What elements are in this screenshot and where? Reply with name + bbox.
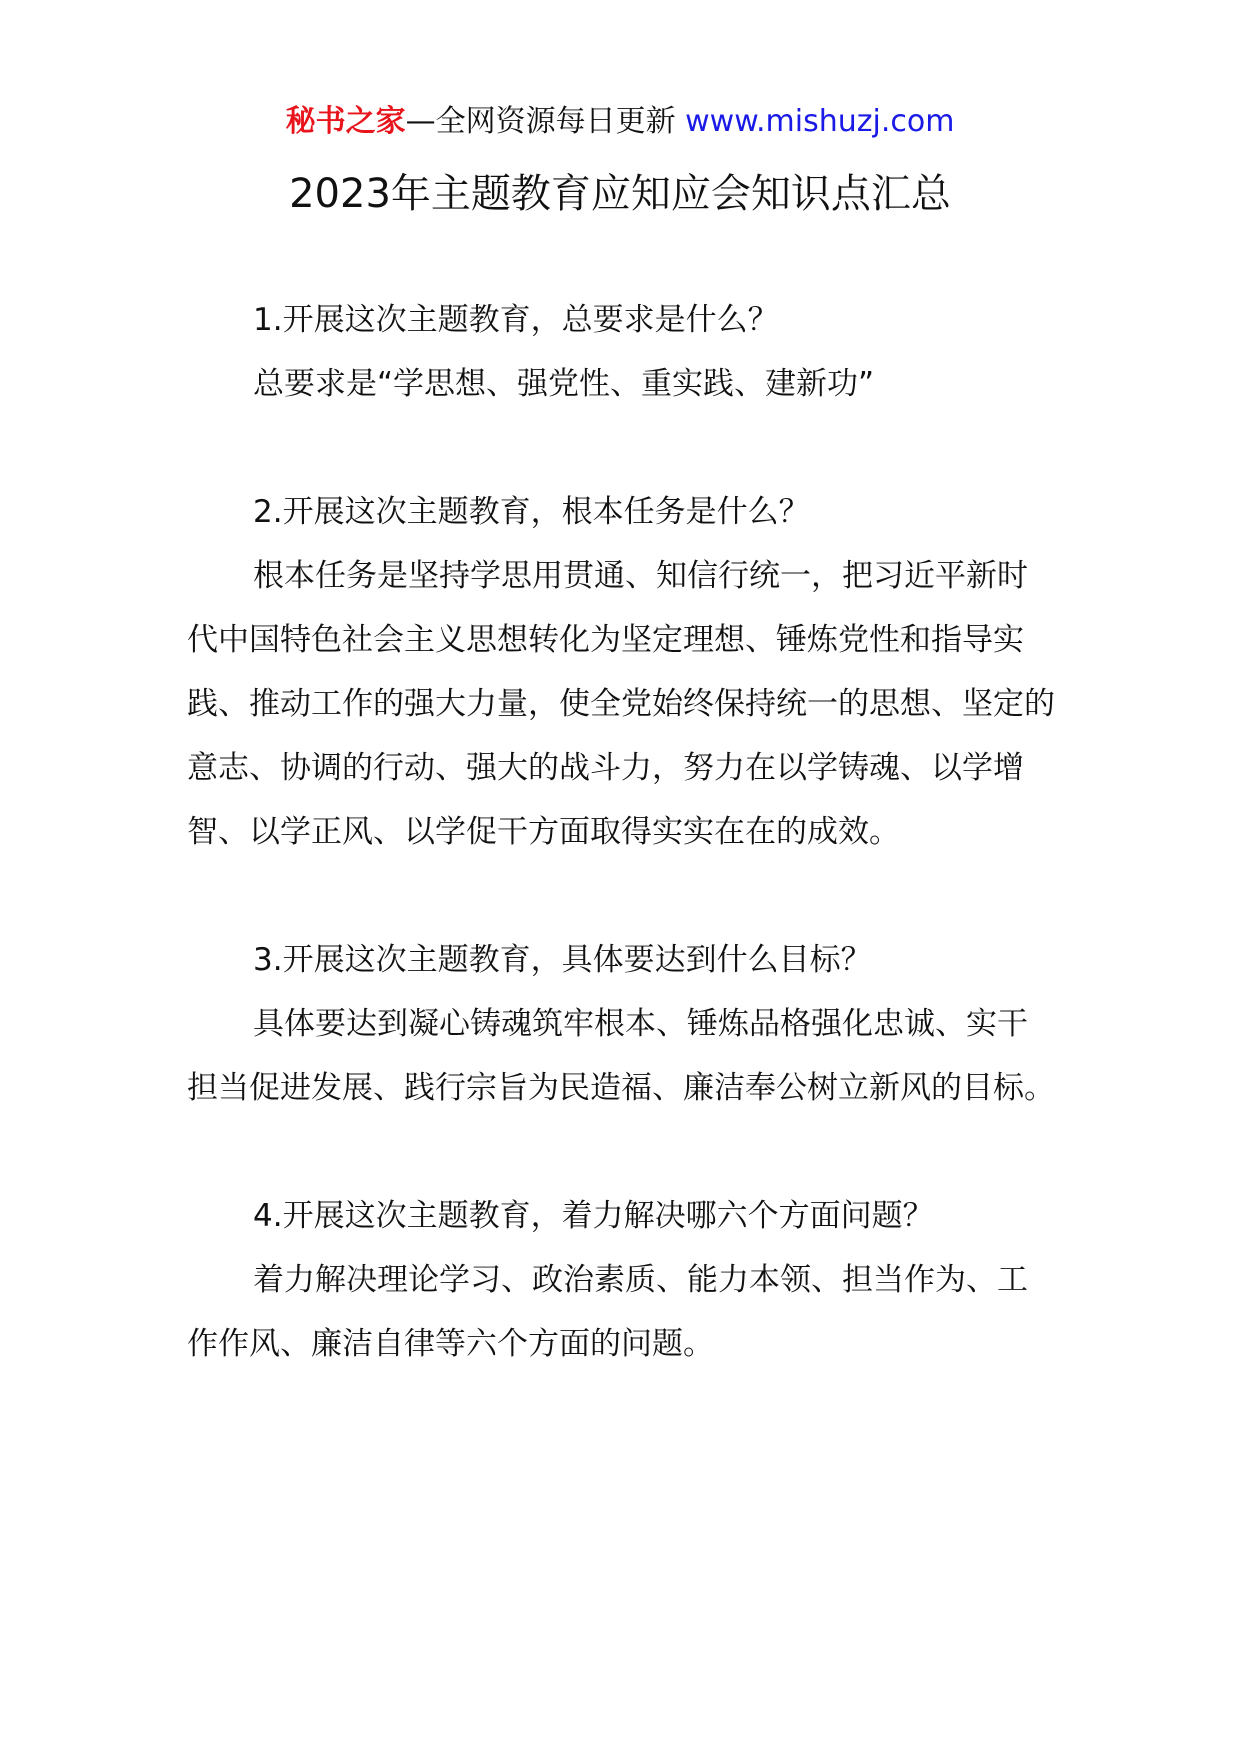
document-title: 2023年主题教育应知应会知识点汇总 bbox=[289, 171, 951, 217]
site-header bbox=[0, 100, 1240, 144]
answer-4: 着力解决理论学习、政治素质、能力本领、担当作为、工作作风、廉洁自律等六个方面的问题。 bbox=[187, 1262, 1028, 1362]
answer-3: 具体要达到凝心铸魂筑牢根本、锤炼品格强化忠诚、实干担当促进发展、践行宗旨为民造福、廉洁奉公树立新风的目标。 bbox=[187, 1006, 1055, 1106]
brand-name: 秘书之家 bbox=[285, 104, 406, 139]
qa-item-1 bbox=[187, 288, 1057, 416]
header-tagline: —全网资源每日更新 bbox=[405, 104, 676, 139]
question-3: 3.开展这次主题教育，具体要达到什么目标？ bbox=[253, 942, 872, 978]
document-body bbox=[187, 288, 1057, 1440]
qa-item-3 bbox=[187, 928, 1057, 1120]
site-url-link[interactable]: www.mishuzj.com bbox=[685, 104, 955, 139]
question-4: 4.开展这次主题教育，着力解决哪六个方面问题？ bbox=[253, 1198, 934, 1234]
answer-1: 总要求是“学思想、强党性、重实践、建新功” bbox=[253, 366, 875, 402]
question-1: 1.开展这次主题教育，总要求是什么？ bbox=[253, 302, 779, 338]
question-2: 2.开展这次主题教育，根本任务是什么？ bbox=[253, 494, 810, 530]
qa-item-4 bbox=[187, 1184, 1057, 1376]
answer-2: 根本任务是坚持学思用贯通、知信行统一，把习近平新时代中国特色社会主义思想转化为坚定理想、锤炼党性和指导实践、推动工作的强大力量，使全党始终保持统一的思想、坚定的意志、协调的行动、强大的战斗力，努力在以学铸魂、以学增智、以学正风、以学促干方面取得实实在在的成效。 bbox=[187, 558, 1055, 850]
qa-item-2 bbox=[187, 480, 1057, 864]
